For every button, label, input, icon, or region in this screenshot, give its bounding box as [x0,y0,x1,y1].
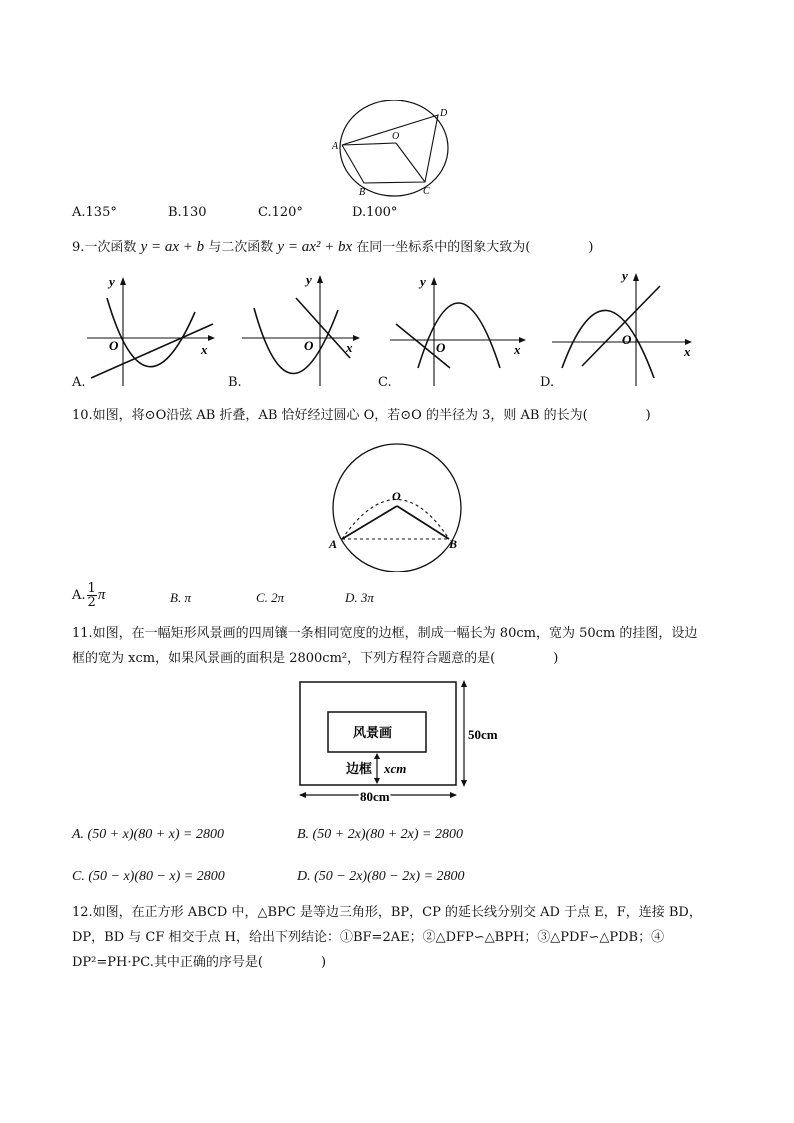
svg-text:x: x [514,342,521,357]
q9-option-d: D. [540,375,555,390]
q11-option-b: B. (50 + 2x)(80 + 2x) = 2800 [297,827,463,842]
q9-graph-b [240,268,370,390]
svg-text:O: O [109,338,119,353]
svg-text:y: y [306,272,312,287]
q9-text-b: 与二次函数 [208,240,274,255]
q11-inner-label: 风景画 [353,725,393,740]
svg-text:x: x [684,344,691,359]
q9-option-b: B. [228,375,242,390]
svg-text:A: A [329,537,338,551]
q10-circle-figure [325,440,470,572]
svg-text:y: y [109,274,115,289]
q12-line2: DP，BD 与 CF 相交于点 H，给出下列结论：①BF=2AE；②△DFP∽△BPH；③△PDF∽△PDB；④ [72,930,665,945]
q9-quadratic-function: y = ax² + bx [277,239,353,255]
q10-stem-text: 10.如图，将⊙O沿弦 AB 折叠，AB 恰好经过圆心 O，若⊙O 的半径为 3，则 AB 的长为( [72,408,588,423]
q9-close-paren: ) [588,240,594,255]
q12-line1: 12.如图，在正方形 ABCD 中，△BPC 是等边三角形，BP，CP 的延长线分别交 AD 于点 E，F，连接 BD， [72,905,702,920]
q9-number: 9. [72,240,85,255]
q9-text-a: 一次函数 [84,240,137,255]
q9-option-c: C. [378,375,392,390]
svg-text:x: x [201,342,208,357]
q8-option-c: C.120° [258,205,303,220]
q8-option-d: D.100° [352,205,398,220]
q9-graph-a [85,268,225,390]
q11-option-a: A. (50 + x)(80 + x) = 2800 [72,827,224,842]
svg-text:O: O [392,489,401,503]
q9-stem [72,238,593,257]
q10-option-b: B. π [170,590,191,605]
q10-option-a: A. $\frac{1}{2}$ π [72,581,106,610]
q8-circle-figure [330,100,460,200]
q9-graph-d [550,268,700,390]
q12-line3: DP²=PH·PC.其中正确的序号是( ) [72,955,327,970]
q8-option-b: B.130 [168,205,207,220]
q11-stem-line2: 框的宽为 xcm，如果风景画的面积是 2800cm²，下列方程符合题意的是( ) [72,651,559,666]
q9-text-c: 在同一坐标系中的图象大致为( [356,240,531,255]
q11-height-label: 50cm [468,727,498,742]
svg-text:O: O [436,340,446,355]
svg-text:y: y [622,268,628,283]
q11-stem-line1: 11.如图，在一幅矩形风景画的四周镶一条相同宽度的边框，制成一幅长为 80cm，宽为 50cm 的挂图，设边 [72,626,698,641]
svg-text:B: B [449,537,458,551]
q8-label-c: C [423,186,430,197]
q10-stem [72,407,651,425]
q11-frame-figure [290,675,510,811]
q9-linear-function: y = ax + b [140,239,205,255]
q8-label-a: A [332,141,339,152]
q8-option-a: A.135° [72,205,117,220]
q9-option-a: A. [72,375,86,390]
q11-x-label: xcm [384,761,407,776]
q10-option-d: D. 3π [345,590,374,605]
q11-frame-label: 边框 [346,761,373,776]
q11-option-d: D. (50 − 2x)(80 − 2x) = 2800 [297,869,465,884]
svg-text:y: y [420,274,426,289]
q9-graph-c [388,268,533,390]
svg-text:x: x [346,340,353,355]
svg-text:O: O [304,338,314,353]
q8-label-o: O [392,131,400,142]
q11-width-label: 80cm [360,789,390,804]
q10-close-paren: ) [645,408,651,423]
q11-option-c: C. (50 − x)(80 − x) = 2800 [72,869,225,884]
q8-label-d: D [440,108,448,119]
svg-text:O: O [622,332,632,347]
q10-option-c: C. 2π [256,590,285,605]
q8-label-b: B [359,187,366,198]
